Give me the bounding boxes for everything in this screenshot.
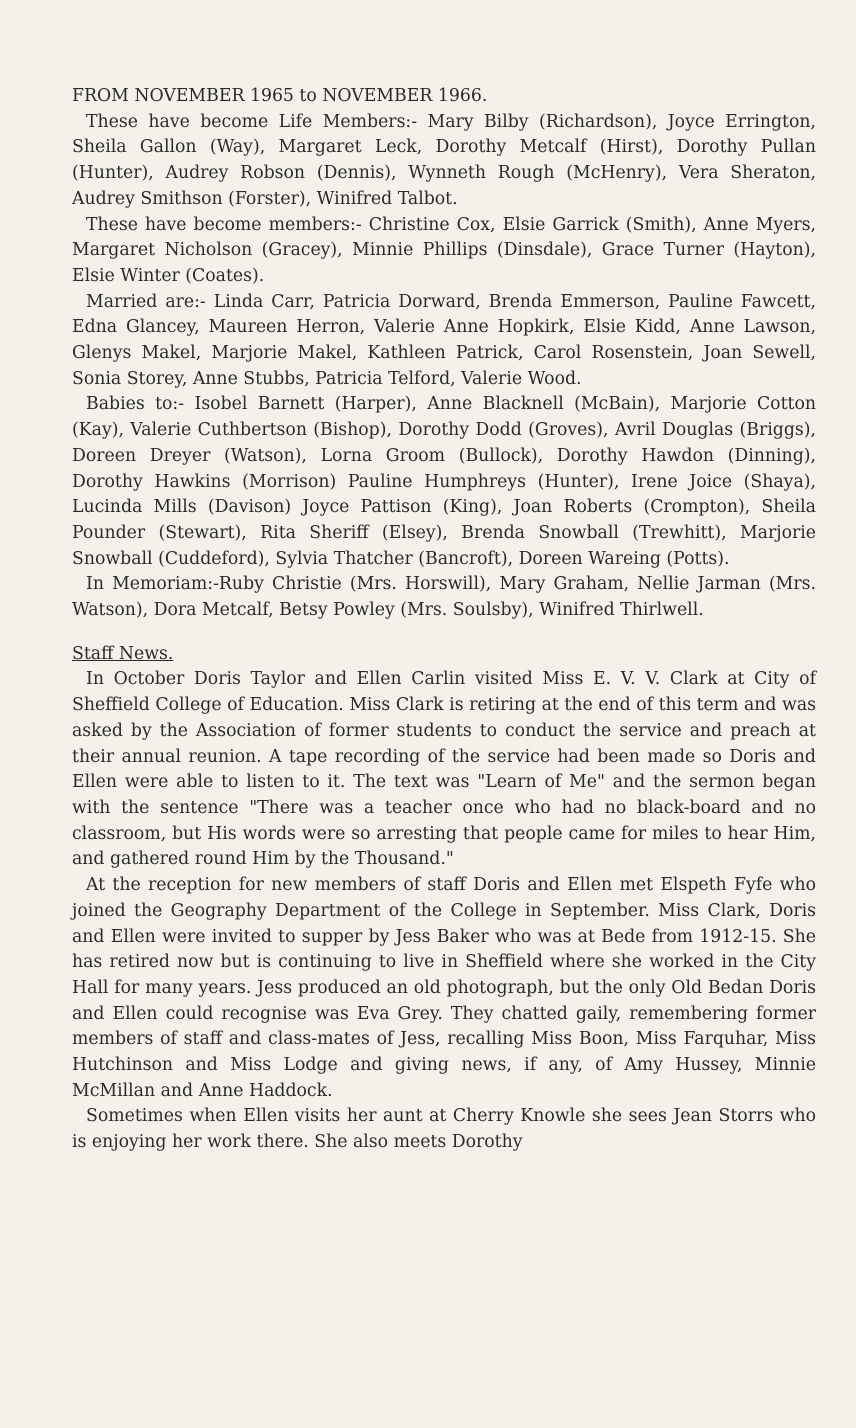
staff-news-paragraph-2: At the reception for new members of staff Doris and Ellen met Elspeth Fyfe who joined the Geography Department of the College in September. Miss Clark, Doris and Ellen were invited to supper by Jess Baker who was at Bede from 1912-15. She has retired now but is continuing to live in Sheffield where she worked in the City Hall for many years. Jess produced an old photograph, but the only Old Bedan Doris and Ellen could recognise was Eva Grey. They chatted gaily, remembering former members of staff and class-mates of Jess, recalling Miss Boon, Miss Farquhar, Miss Hutchinson and Miss Lodge and giving news, if any, of Amy Hussey, Minnie McMillan and Anne Haddock. (72, 875, 816, 1101)
life-members-paragraph: These have become Life Members:- Mary Bilby (Richardson), Joyce Errington, Sheila Gallon (Way), Margaret Leck, Dorothy Metcalf (Hirst), Dorothy Pullan (Hunter), Audrey Robson (Dennis), Wynneth Rough (McHenry), Vera Sheraton, Audrey Smithson (Forster), Winifred Talbot. (72, 111, 816, 209)
staff-news-paragraph-3: Sometimes when Ellen visits her aunt at Cherry Knowle she sees Jean Storrs who is enjoying her work there. She also meets Dorothy (72, 1106, 816, 1153)
page-heading: FROM NOVEMBER 1965 to NOVEMBER 1966. (72, 86, 488, 106)
staff-news-paragraph-1: In October Doris Taylor and Ellen Carlin visited Miss E. V. V. Clark at City of Sheffield College of Education. Miss Clark is retiring at the end of this term and was asked by the Association of former students to conduct the service and preach at their annual reunion. A tape recording of the service had been made so Doris and Ellen were able to listen to it. The text was "Learn of Me" and the sermon began with the sentence "There was a teacher once who had no black-board and no classroom, but His words were so arresting that people came for miles to hear Him, and gathered round Him by the Thousand." (72, 669, 816, 870)
married-paragraph: Married are:- Linda Carr, Patricia Dorward, Brenda Emmerson, Pauline Fawcett, Edna Glancey, Maureen Herron, Valerie Anne Hopkirk, Elsie Kidd, Anne Lawson, Glenys Makel, Marjorie Makel, Kathleen Patrick, Carol Rosenstein, Joan Sewell, Sonia Storey, Anne Stubbs, Patricia Telford, Valerie Wood. (72, 291, 816, 389)
babies-paragraph: Babies to:- Isobel Barnett (Harper), Anne Blacknell (McBain), Marjorie Cotton (Kay), Valerie Cuthbertson (Bishop), Dorothy Dodd (Groves), Avril Douglas (Briggs), Doreen Dreyer (Watson), Lorna Groom (Bullock), Dorothy Hawdon (Dinning), Dorothy Hawkins (Morrison) Pauline Humphreys (Hunter), Irene Joice (Shaya), Lucinda Mills (Davison) Joyce Pattison (King), Joan Roberts (Crompton), Sheila Pounder (Stewart), Rita Sheriff (Elsey), Brenda Snowball (Trewhitt), Marjorie Snowball (Cuddeford), Sylvia Thatcher (Bancroft), Doreen Wareing (Potts). (72, 394, 816, 569)
in-memoriam-paragraph: In Memoriam:-Ruby Christie (Mrs. Horswill), Mary Graham, Nellie Jarman (Mrs. Watson), Dora Metcalf, Betsy Powley (Mrs. Soulsby), Winifred Thirlwell. (72, 574, 816, 621)
new-members-paragraph: These have become members:- Christine Cox, Elsie Garrick (Smith), Anne Myers, Margaret Nicholson (Gracey), Minnie Phillips (Dinsdale), Grace Turner (Hayton), Elsie Winter (Coates). (72, 214, 816, 286)
staff-news-title: Staff News. (72, 643, 174, 664)
